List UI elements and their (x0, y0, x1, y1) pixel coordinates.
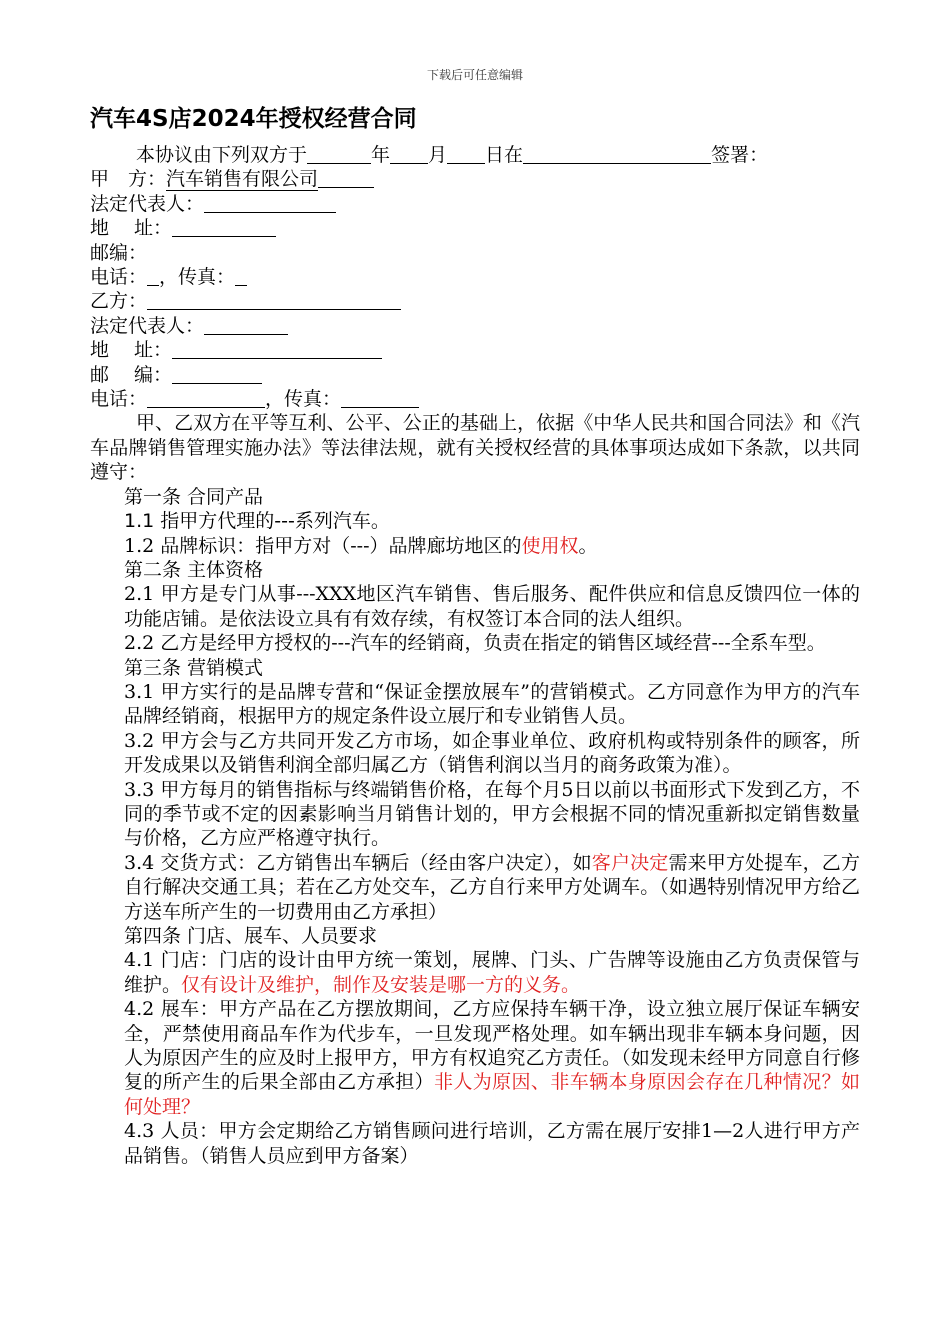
clause-3-1: 3.1 甲方实行的是品牌专营和“保证金摆放展车”的营销模式。乙方同意作为甲方的汽车品牌经销商，根据甲方的规定条件设立展厅和专业销售人员。 (124, 680, 860, 728)
clause-4-1: 4.1 门店：门店的设计由甲方统一策划，展牌、门头、广告牌等设施由乙方负责保管与维护。仅有设计及维护，制作及安装是哪一方的义务。 (124, 949, 860, 996)
party-b-zip-line: 邮 编： (90, 363, 860, 387)
year-blank (307, 144, 371, 164)
party-a-zip-line: 邮编： (90, 241, 148, 264)
month-blank (390, 144, 428, 164)
page-header: 下载后可任意编辑 (426, 68, 523, 82)
party-b-addr-blank (172, 339, 382, 359)
clause-2-1: 2.1 甲方是专门从事---XXX地区汽车销售、售后服务、配件供应和信息反馈四位一体的功能店铺。是依法设立具有有效存续，有权签订本合同的法人组织。 (124, 583, 860, 630)
party-b-zip-blank (172, 364, 262, 384)
review-comment: 仅有设计及维护，制作及安装是哪一方的义务。 (181, 973, 581, 996)
party-a-addr-blank (172, 217, 276, 237)
contract-body (90, 143, 860, 1168)
clause-1-2: 1.2 品牌标识：指甲方对（---）品牌廊坊地区的使用权。 (124, 534, 598, 557)
clause-3-3: 3.3 甲方每月的销售指标与终端销售价格，在每个月5日以前以书面形式下发到乙方，不同的季节或不定的因素影响当月销售计划的，甲方会根据不同的情况重新拟定销售数量与价格，乙方应严格遵守执行。 (124, 778, 860, 850)
clause-3-4: 3.4 交货方式：乙方销售出车辆后（经由客户决定），如客户决定需来甲方处提车，乙方自行解决交通工具；若在乙方处交车，乙方自行来甲方处调车。（如遇特别情况甲方给乙方送车所产生的一切费用由乙方承担） (124, 851, 860, 923)
clause-1-1: 1.1 指甲方代理的---系列汽车。 (124, 510, 390, 533)
party-a-name: 汽车销售有限公司 (166, 168, 319, 191)
party-b-name-blank (147, 290, 401, 310)
review-comment: 非人为原因、非车辆本身原因会存在几种情况？如何处理？ (124, 1071, 860, 1118)
preamble: 甲、乙双方在平等互利、公平、公正的基础上，依据《中华人民共和国合同法》和《汽车品牌销售管理实施办法》等法律法规，就有关授权经营的具体事项达成如下条款，以共同遵守： (90, 412, 860, 484)
party-b-tel-blank (147, 388, 265, 408)
place-blank (523, 144, 711, 164)
party-a-tel-line: 电话： ，传真： (90, 265, 860, 289)
clause-2-2: 2.2 乙方是经甲方授权的---汽车的经销商，负责在指定的销售区域经营---全系车型。 (124, 632, 826, 655)
article-4-title: 第四条 门店、展车、人员要求 (124, 925, 378, 947)
clause-4-3: 4.3 人员：甲方会定期给乙方销售顾问进行培训，乙方需在展厅安排1—2人进行甲方产品销售。（销售人员应到甲方备案） (124, 1120, 860, 1167)
party-b-rep-line: 法定代表人： (90, 314, 860, 338)
highlight-text: 使用权 (521, 534, 579, 557)
clause-4-2: 4.2 展车：甲方产品在乙方摆放期间，乙方应保持车辆干净，设立独立展厅保证车辆安全，严禁使用商品车作为代步车，一旦发现严格处理。如车辆出现非车辆本身问题，因人为原因产生的应及时上报甲方，甲方有权追究乙方责任。（如发现未经甲方同意自行修复的所产生的后果全部由乙方承担）非人为原因、非车辆本身原因会存在几种情况？如何处理？ (124, 998, 860, 1118)
article-3-title: 第三条 营销模式 (124, 656, 264, 679)
party-a-rep-line: 法定代表人： (90, 192, 860, 216)
article-1-title: 第一条 合同产品 (124, 485, 264, 508)
document-title: 汽车4S店2024年授权经营合同 (90, 106, 417, 132)
intro-line: 本协议由下列双方于 年 月 日在 签署： (136, 144, 769, 166)
party-b-name-line: 乙方： (90, 289, 860, 313)
highlight-text: 客户决定 (591, 851, 669, 874)
party-a-rep-blank (204, 193, 336, 213)
party-b-tel-line: 电话： ，传真： (90, 387, 860, 411)
day-blank (447, 144, 485, 164)
party-b-addr-line: 地 址： (90, 338, 860, 362)
party-a-addr-line: 地 址： (90, 216, 860, 240)
party-a-name-line: 甲 方：汽车销售有限公司 (90, 167, 860, 191)
party-b-fax-blank (341, 388, 419, 408)
article-2-title: 第二条 主体资格 (124, 558, 264, 581)
clause-3-2: 3.2 甲方会与乙方共同开发乙方市场，如企事业单位、政府机构或特别条件的顾客，所开发成果以及销售利润全部归属乙方（销售利润以当月的商务政策为准）。 (124, 729, 860, 777)
party-b-rep-blank (204, 315, 288, 335)
